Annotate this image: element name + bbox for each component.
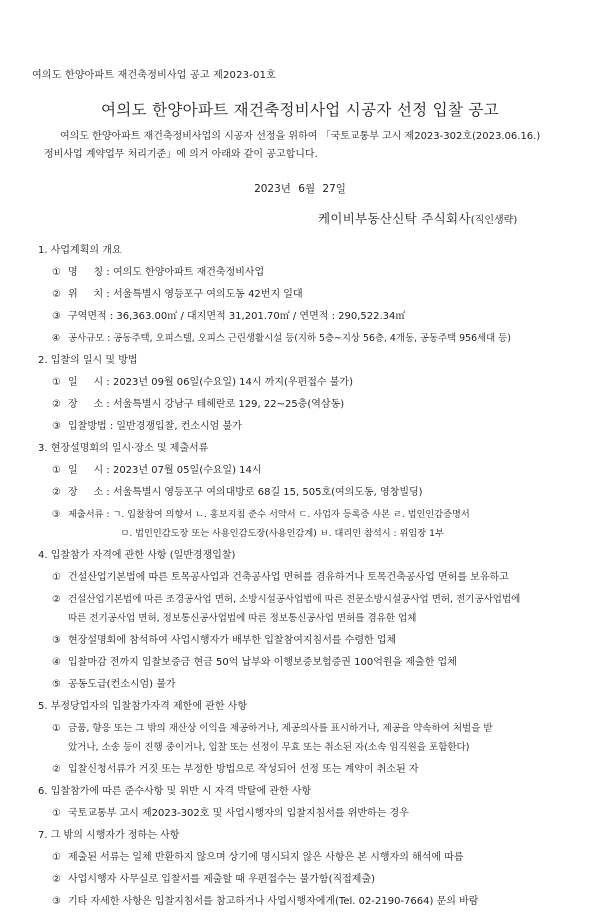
intro-line: 여의도 한양아파트 재건축정비사업의 시공자 선정을 위하여 「국토교통부 고시 제2023-302호(2023.06.16.) xyxy=(60,131,541,142)
list-item: ③ 기타 자세한 사항은 입찰지침서를 참고하거나 사업시행자에게(Tel. 02-2190-7664) 문의 바람 xyxy=(52,896,479,907)
list-item: ⑤ 공동도급(컨소시엄) 불가 xyxy=(52,679,176,690)
list-item: ① 국토교통부 고시 제2023-302호 및 사업시행자의 입찰지침서를 위반하는 경우 xyxy=(52,808,409,819)
list-item: ③ 현장설명회에 참석하여 사업시행자가 배부한 입찰참여지침서를 수령한 업체 xyxy=(52,635,397,646)
list-item: ② 장 소 : 서울특별시 영등포구 여의대방로 68길 15, 505호(여의도동, 영창빌딩) xyxy=(52,487,423,498)
list-item: ② 위 치 : 서울특별시 영등포구 여의도동 42번지 일대 xyxy=(52,289,303,300)
list-item: ① 제출된 서류는 일체 반환하지 않으며 상기에 명시되지 않은 사항은 본 시행자의 해석에 따름 xyxy=(52,852,464,863)
section-heading: 5. 부정당업자의 입찰참가자격 제한에 관한 사항 xyxy=(38,701,247,712)
list-item: ② 장 소 : 서울특별시 강남구 테헤란로 129, 22~25층(역삼동) xyxy=(52,399,345,410)
list-item: ② 입찰신청서류가 거짓 또는 부정한 방법으로 작성되어 선정 또는 계약이 취소된 자 xyxy=(52,764,419,775)
intro-paragraph xyxy=(44,128,584,164)
list-item: ① 금품, 향응 또는 그 밖의 재산상 이익을 제공하거나, 제공의사를 표시하거나, 제공을 약속하여 처벌을 받 았거나, 소송 등이 진행 중이거나, 입찰 또는 선정이 무효 또는 취소된 자(소속 임직원을 포함한다) xyxy=(38,718,594,759)
intro-line: 정비사업 계약업무 처리기준」에 의거 아래와 같이 공고합니다. xyxy=(44,149,318,160)
list-item: ④ 공사규모 : 공동주택, 오피스텔, 오피스 근린생활시설 등(지하 5층~지상 56층, 4개동, 공동주택 956세대 등) xyxy=(52,333,511,344)
announcement-date: 2023년 6월 27일 xyxy=(254,183,346,195)
section-heading: 6. 입찰참가에 따른 준수사항 및 위반 시 자격 박탈에 관한 사항 xyxy=(38,786,312,797)
list-item: ① 명 칭 : 여의도 한양아파트 재건축정비사업 xyxy=(52,267,265,278)
list-item: ② 건설산업기본법에 따른 조경공사업 면허, 소방시설공사업법에 따른 전문소방시설공사업 면허, 전기공사업법에 따른 전기공사업 면허, 정보통신공사업법에 따른 정보통신공사업 면허를 겸유한 업체 xyxy=(38,589,594,630)
list-item: ③ 구역면적 : 36,363.00㎡ / 대지면적 31,201.70㎡ / 연면적 : 290,522.34㎡ xyxy=(52,311,406,322)
section-heading: 2. 입찰의 일시 및 방법 xyxy=(38,355,138,366)
list-item: ④ 입찰마감 전까지 입찰보증금 현금 50억 납부와 이행보증보험증권 100억원을 제출한 업체 xyxy=(52,657,457,668)
document-list-line: ㄱ. 입찰참여 의향서 ㄴ. 홍보지침 준수 서약서 ㄷ. 사업자 등록증 사본 ㄹ. 법인인감증명서 xyxy=(112,509,470,520)
item-line: 따른 전기공사업 면허, 정보통신공사업법에 따른 정보통신공사업 면허를 겸유한 업체 xyxy=(68,613,417,624)
announcement-body xyxy=(38,240,594,913)
section-heading: 7. 그 밖의 시행자가 정하는 사항 xyxy=(38,830,180,841)
list-item: ③ 제출서류 : ㄱ. 입찰참여 의향서 ㄴ. 홍보지침 준수 서약서 ㄷ. 사업자 등록증 사본 ㄹ. 법인인감증명서 ㅁ. 법인인감도장 또는 사용인감도장(사용인감계) ㅂ. 대리인 참석시 : 위임장 1부 xyxy=(38,504,594,545)
section-heading: 3. 현장설명회의 일시·장소 및 제출서류 xyxy=(38,443,209,454)
section-heading: 1. 사업계획의 개요 xyxy=(38,245,122,256)
item-line: 았거나, 소송 등이 진행 중이거나, 입찰 또는 선정이 무효 또는 취소된 자(소속 임직원을 포함한다) xyxy=(68,742,470,753)
document-number: 여의도 한양아파트 재건축정비사업 공고 제2023-01호 xyxy=(32,70,277,81)
list-item: ① 일 시 : 2023년 07월 05일(수요일) 14시 xyxy=(52,465,262,476)
issuer xyxy=(318,209,517,227)
list-item: ② 사업시행자 사무실로 입찰서를 제출할 때 우편접수는 불가함(직접제출) xyxy=(52,874,376,885)
list-item: ③ 입찰방법 : 일반경쟁입찰, 컨소시엄 불가 xyxy=(52,421,242,432)
item-line: 건설산업기본법에 따른 조경공사업 면허, 소방시설공사업법에 따른 전문소방시설공사업 면허, 전기공사업법에 xyxy=(68,594,521,605)
issuer-name: 케이비부동산신탁 주식회사 xyxy=(318,211,471,226)
list-item: ① 일 시 : 2023년 09월 06일(수요일) 14시 까지(우편접수 불가) xyxy=(52,377,353,388)
list-item: ① 건설산업기본법에 따른 토목공사업과 건축공사업 면허를 겸유하거나 토목건축공사업 면허를 보유하고 xyxy=(52,572,509,583)
section-heading: 4. 입찰참가 자격에 관한 사항 (일반경쟁입찰) xyxy=(38,550,236,561)
document-title: 여의도 한양아파트 재건축정비사업 시공자 선정 입찰 공고 xyxy=(101,101,499,119)
document-list-line: ㅁ. 법인인감도장 또는 사용인감도장(사용인감계) ㅂ. 대리인 참석시 : 위임장 1부 xyxy=(120,528,444,539)
issuer-seal-note: (직인생략) xyxy=(470,215,518,226)
item-line: 금품, 향응 또는 그 밖의 재산상 이익을 제공하거나, 제공의사를 표시하거나, 제공을 약속하여 처벌을 받 xyxy=(68,723,493,734)
